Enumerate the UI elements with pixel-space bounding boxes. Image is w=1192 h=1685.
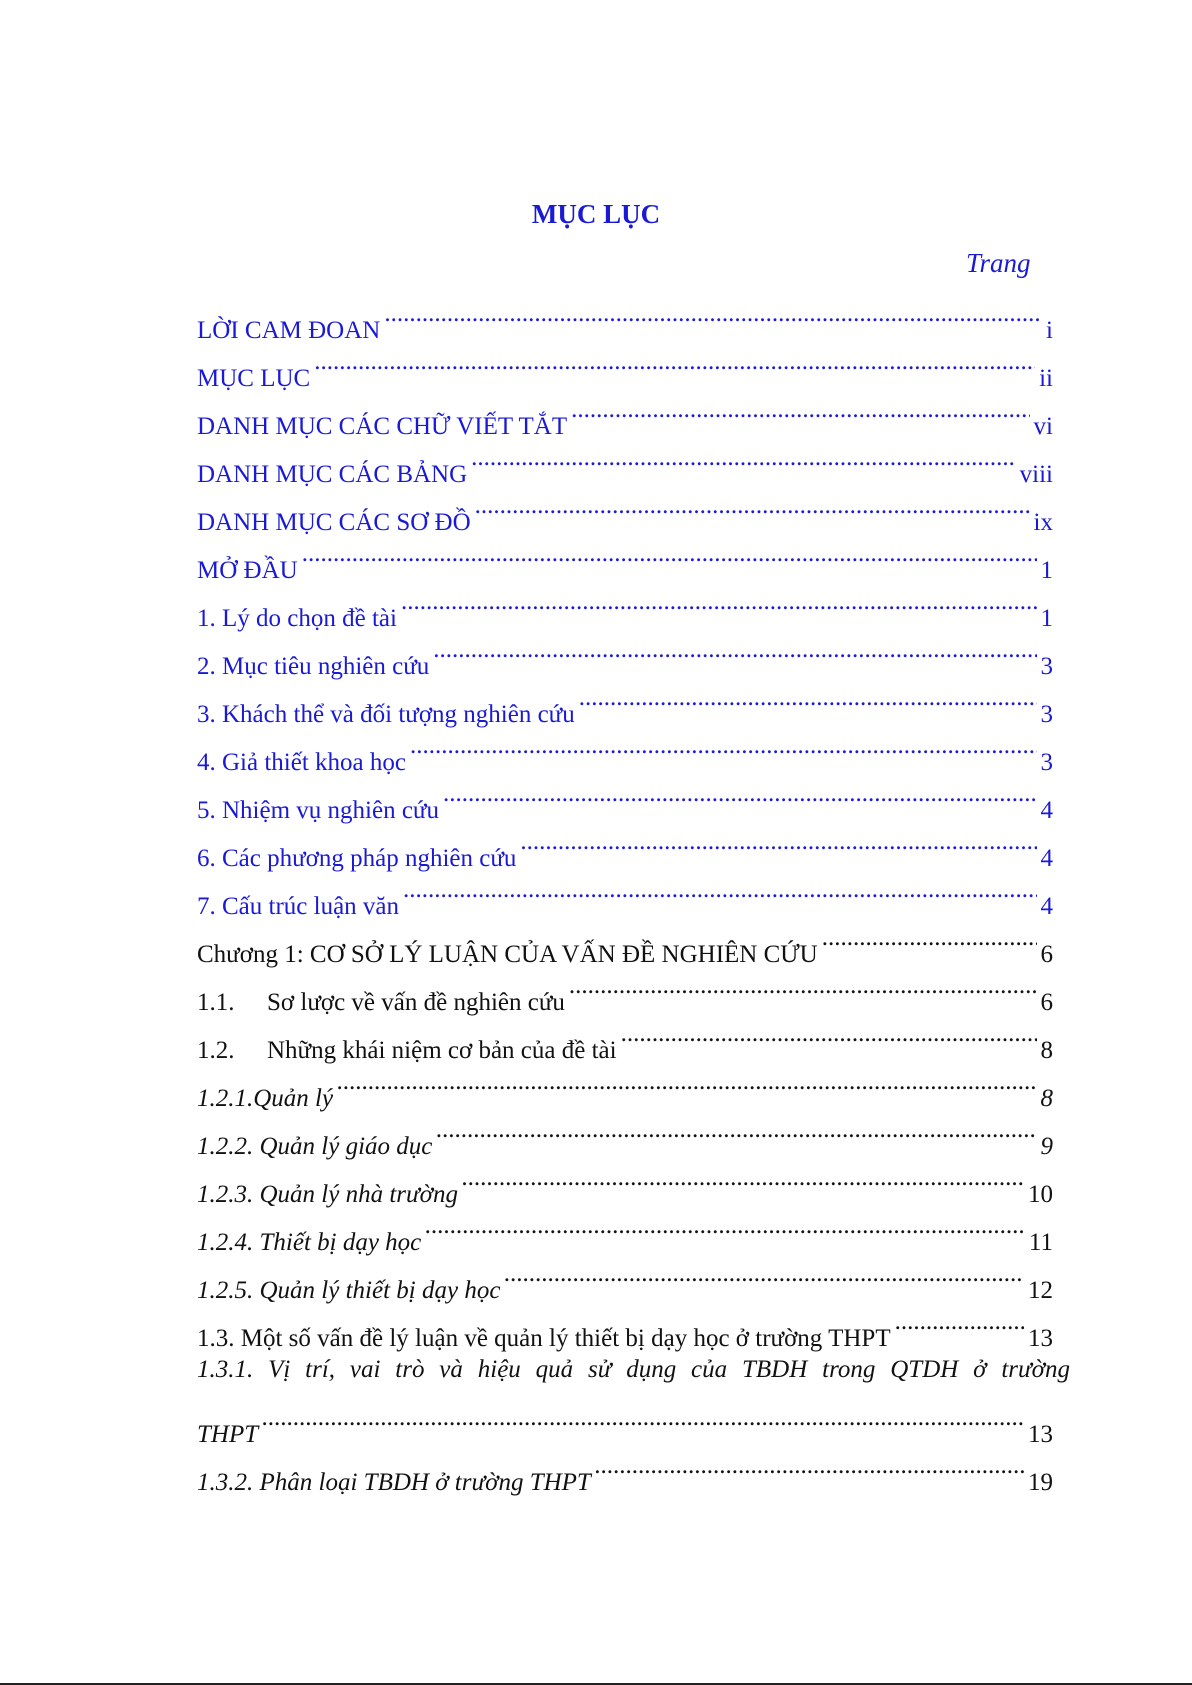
toc-entry-label: 1.3.2. Phân loại TBDH ở trường THPT (197, 1469, 591, 1496)
toc-leader-dots (410, 722, 1037, 770)
toc-entry-page: 3 (1040, 653, 1053, 680)
toc-leader-dots (462, 1154, 1024, 1202)
toc-entry-page: 13 (1028, 1325, 1053, 1352)
toc-entry-page: 1 (1040, 557, 1053, 584)
toc-entry-page: 1 (1040, 605, 1053, 632)
toc-leader-dots (579, 674, 1037, 722)
toc-entry-label: MỞ ĐẦU (197, 557, 298, 584)
table-of-contents (197, 290, 1070, 1496)
toc-leader-dots (504, 1250, 1024, 1298)
toc-leader-dots (262, 1394, 1024, 1442)
toc-entry-label: DANH MỤC CÁC SƠ ĐỒ (197, 509, 471, 536)
toc-entry-page: ii (1039, 365, 1053, 392)
toc-entry[interactable] (197, 290, 1053, 344)
toc-entry-label: THPT (197, 1421, 259, 1448)
toc-entry-page: 11 (1028, 1229, 1053, 1256)
toc-entry-page: 8 (1040, 1037, 1053, 1064)
toc-entry-page: ix (1033, 509, 1053, 536)
toc-section-number: 1.2. (197, 1037, 235, 1064)
toc-leader-dots (425, 1202, 1025, 1250)
toc-leader-dots (471, 434, 1015, 482)
toc-entry-label: 6. Các phương pháp nghiên cứu (197, 845, 517, 872)
toc-entry-label: 1.3. Một số vấn đề lý luận về quản lý thiết bị dạy học ở trường THPT (197, 1325, 891, 1352)
toc-entry-label (197, 979, 565, 1027)
toc-entry-page: 6 (1040, 989, 1053, 1016)
toc-entry-page: i (1046, 317, 1053, 344)
toc-leader-dots (401, 578, 1037, 626)
toc-entry-page: 6 (1040, 941, 1053, 968)
toc-leader-dots (436, 1106, 1036, 1154)
toc-entry[interactable] (197, 1442, 1053, 1496)
toc-entry-page: 8 (1040, 1085, 1053, 1112)
toc-section-title: Những khái niệm cơ bản của đề tài (267, 1037, 617, 1064)
toc-entry-page: 3 (1040, 701, 1053, 728)
page-column-label: Trang (966, 248, 1031, 278)
toc-entry-page: 4 (1040, 797, 1053, 824)
toc-leader-dots (384, 290, 1042, 338)
toc-entry[interactable] (197, 530, 1053, 584)
toc-entry-label: 4. Giả thiết khoa học (197, 749, 406, 776)
toc-entry-label: 3. Khách thể và đối tượng nghiên cứu (197, 701, 575, 728)
toc-entry-page: 9 (1040, 1133, 1053, 1160)
toc-entry[interactable] (197, 1394, 1053, 1448)
toc-entry-label: 1.2.2. Quản lý giáo dục (197, 1133, 433, 1160)
toc-entry-page: 10 (1028, 1181, 1053, 1208)
toc-entry-label: 7. Cấu trúc luận văn (197, 893, 400, 920)
toc-leader-dots (822, 914, 1037, 962)
toc-entry[interactable] (197, 386, 1053, 440)
toc-entry-page: 3 (1040, 749, 1053, 776)
toc-entry-label: 1.2.4. Thiết bị dạy học (197, 1229, 422, 1256)
toc-leader-dots (302, 530, 1037, 578)
toc-entry-label: 5. Nhiệm vụ nghiên cứu (197, 797, 439, 824)
toc-entry-wrapped-line1[interactable]: 1.3.1. Vị trí, vai trò và hiệu quả sử dụng của TBDH trong QTDH ở trường (197, 1356, 1070, 1383)
toc-leader-dots (569, 962, 1037, 1010)
toc-entry-page: 4 (1040, 845, 1053, 872)
toc-entry-label: 1.2.1.Quản lý (197, 1085, 334, 1112)
toc-entry[interactable] (197, 338, 1053, 392)
toc-entry-label: DANH MỤC CÁC CHỮ VIẾT TẮT (197, 413, 568, 440)
toc-section-title: Sơ lược về vấn đề nghiên cứu (267, 989, 565, 1016)
toc-leader-dots (475, 482, 1030, 530)
toc-entry-page: 12 (1028, 1277, 1053, 1304)
toc-entry-page: 13 (1028, 1421, 1053, 1448)
toc-entry-label: Chương 1: CƠ SỞ LÝ LUẬN CỦA VẤN ĐỀ NGHIÊN CỨU (197, 941, 818, 968)
toc-entry-page: vi (1033, 413, 1053, 440)
toc-leader-dots (595, 1442, 1024, 1490)
toc-section-number: 1.1. (197, 989, 235, 1016)
toc-leader-dots (621, 1010, 1037, 1058)
toc-entry-label: 2. Mục tiêu nghiên cứu (197, 653, 430, 680)
toc-entry-page: viii (1019, 461, 1053, 488)
toc-leader-dots (314, 338, 1035, 386)
toc-entry-label: 1. Lý do chọn đề tài (197, 605, 397, 632)
toc-leader-dots (895, 1298, 1024, 1346)
toc-entry-label: 1.2.3. Quản lý nhà trường (197, 1181, 458, 1208)
toc-entry-label: LỜI CAM ĐOAN (197, 317, 381, 344)
toc-leader-dots (403, 866, 1036, 914)
toc-entry-page: 19 (1028, 1469, 1053, 1496)
page-title: MỤC LỤC (531, 199, 661, 229)
toc-leader-dots (433, 626, 1036, 674)
toc-leader-dots (337, 1058, 1036, 1106)
toc-entry-label: MỤC LỤC (197, 365, 311, 392)
toc-entry-label: DANH MỤC CÁC BẢNG (197, 461, 468, 488)
toc-leader-dots (443, 770, 1037, 818)
toc-entry-page: 4 (1040, 893, 1053, 920)
toc-leader-dots (571, 386, 1029, 434)
toc-entry[interactable] (197, 578, 1053, 632)
toc-entry-label: 1.2.5. Quản lý thiết bị dạy học (197, 1277, 501, 1304)
toc-leader-dots (520, 818, 1036, 866)
